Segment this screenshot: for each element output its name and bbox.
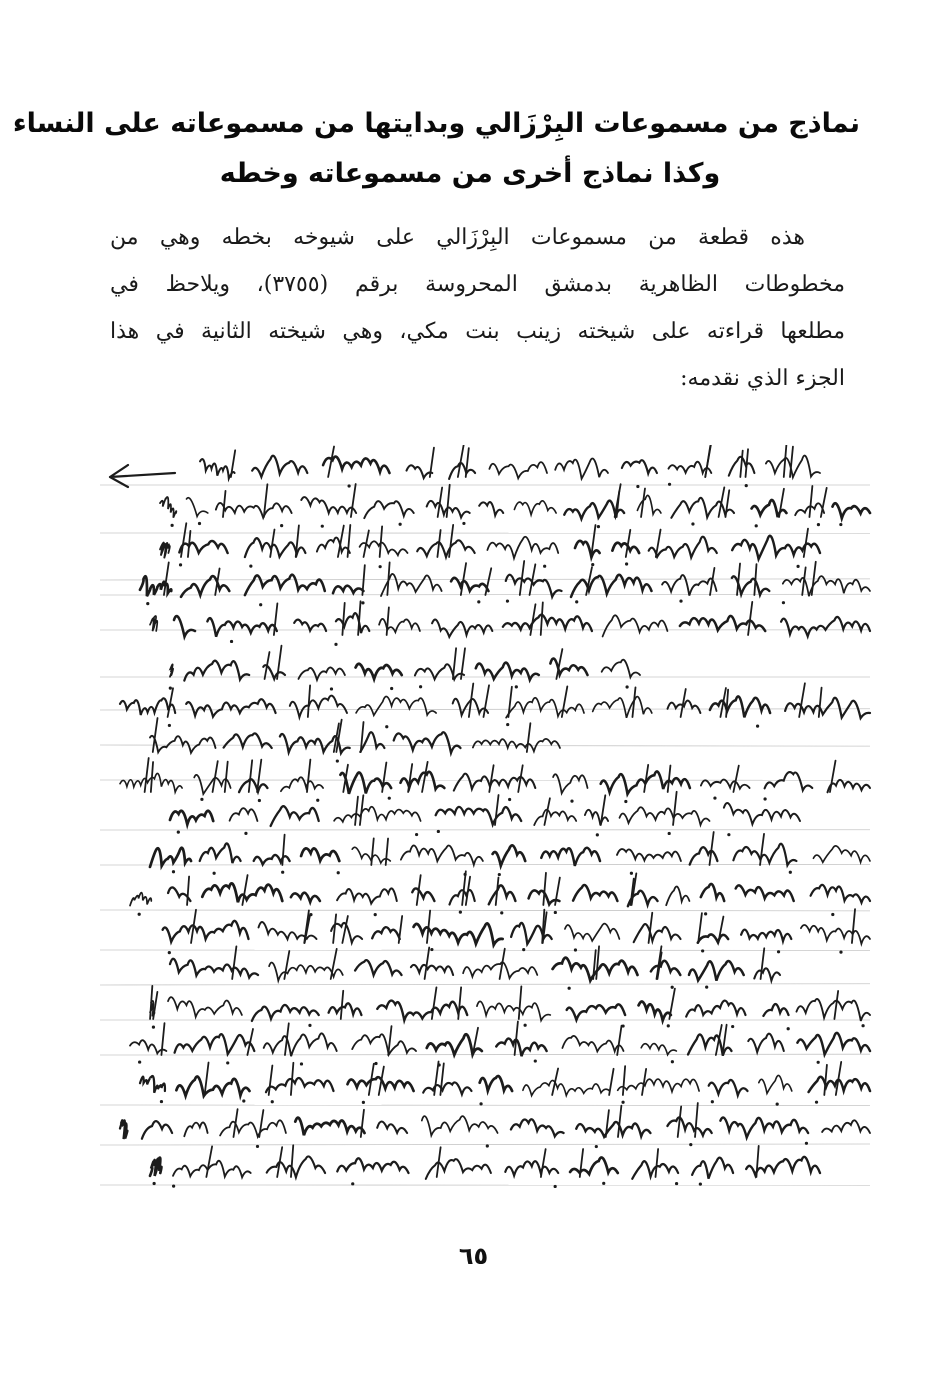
manuscript-handwriting-icon — [80, 445, 880, 1215]
heading-line-1: نماذج من مسموعات البِرْزَالي وبدايتها من مسموعاته على النساء — [12, 108, 860, 139]
heading-line-2: وكذا نماذج أخرى من مسموعاته وخطه — [219, 158, 721, 189]
page-number: ٦٥ — [458, 1242, 489, 1270]
manuscript-image — [80, 445, 880, 1215]
intro-line-2: مخطوطات الظاهرية بدمشق المحروسة برقم (٣٧٥٥)، ويلاحظ في — [110, 272, 845, 297]
intro-line-4: الجزء الذي نقدمه: — [680, 366, 845, 391]
intro-line-1: هذه قطعة من مسموعات البِرْزَالي على شيوخه بخطه وهي من — [110, 225, 805, 250]
intro-line-3: مطلعها قراءته على شيخته زينب بنت مكي، وهي شيخته الثانية في هذا — [110, 319, 845, 344]
